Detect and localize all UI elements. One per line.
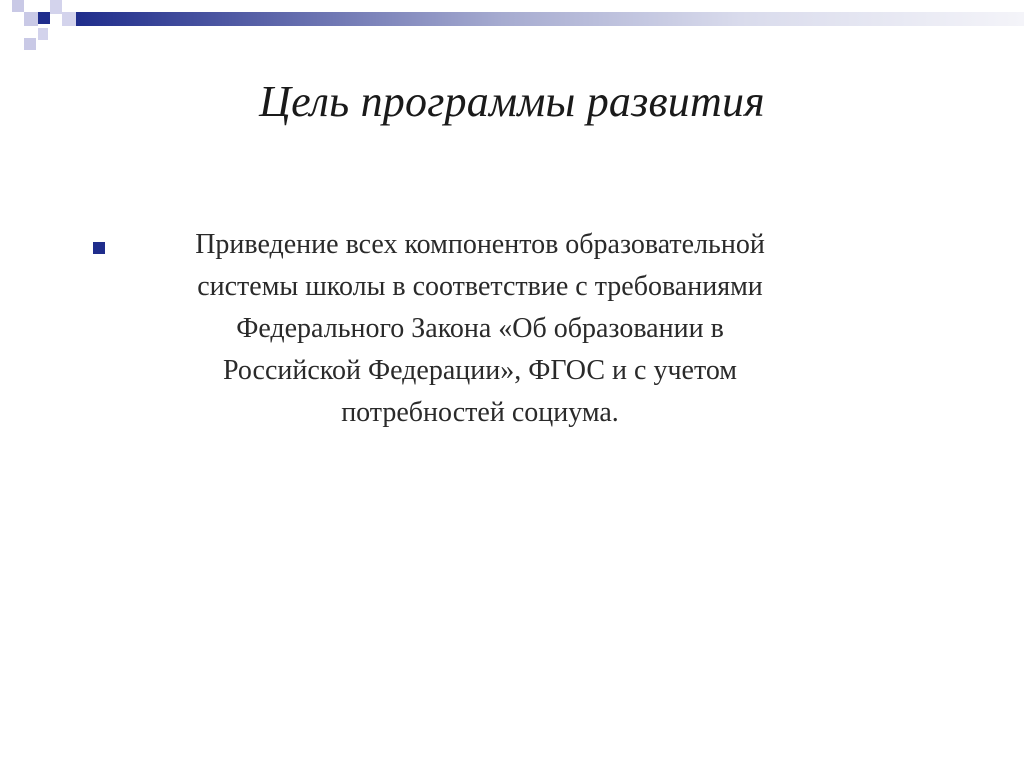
header-gradient-bar [76, 12, 1024, 26]
bullet-line: Российской Федерации», ФГОС и с учетом [222, 355, 738, 386]
decor-square-icon [50, 0, 62, 14]
decor-square-icon [24, 12, 38, 26]
decor-square-icon [62, 12, 76, 26]
bullet-line: Федерального Закона «Об образовании в [236, 313, 724, 344]
bullet-text [122, 224, 838, 434]
bullet-line: Приведение всех компонентов образовательной [195, 229, 765, 260]
slide-title: Цель программы развития [259, 77, 765, 126]
decor-square-icon [12, 0, 24, 12]
decor-square-icon [38, 28, 48, 40]
decor-square-icon [24, 38, 36, 50]
square-bullet-icon [93, 242, 105, 254]
bullet-line: потребностей социума. [341, 397, 619, 428]
decor-square-icon [38, 12, 50, 24]
bullet-line: системы школы в соответствие с требованиями [197, 271, 763, 302]
